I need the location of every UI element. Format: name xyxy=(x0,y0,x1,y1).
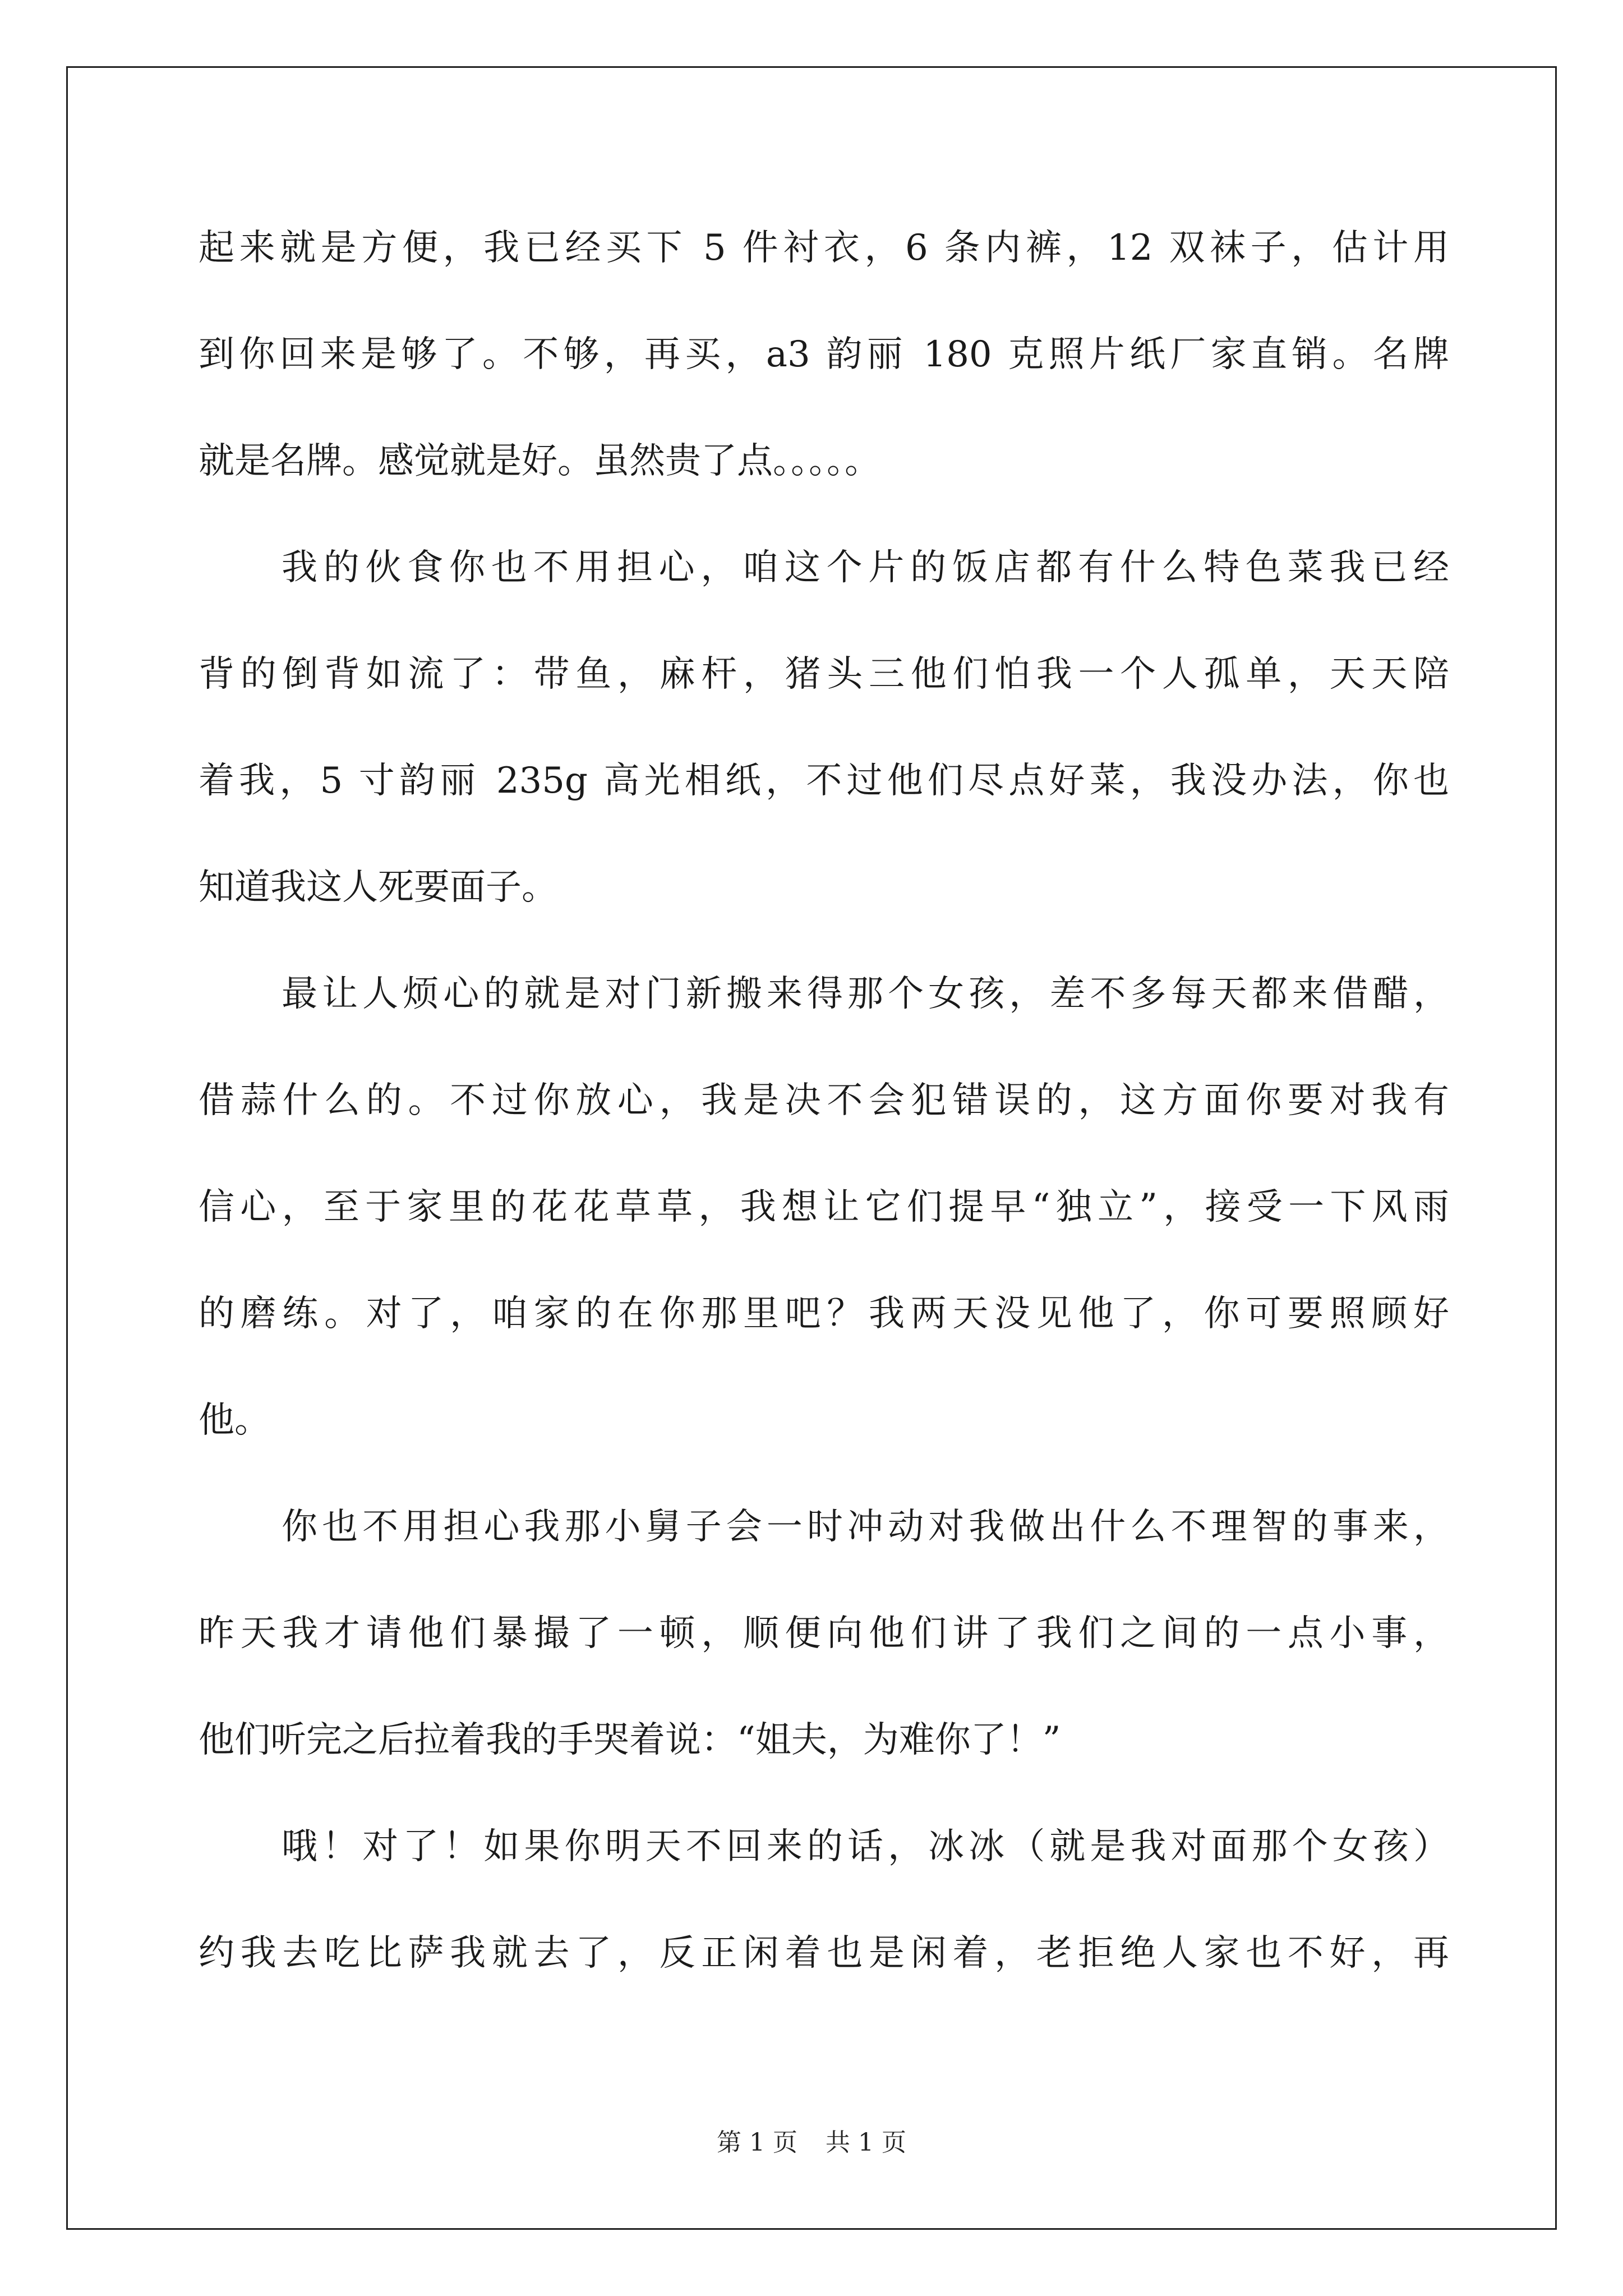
text-line: 他们听完之后拉着我的手哭着说：“姐夫，为难你了！” xyxy=(199,1719,1061,1761)
paragraph-first-line: 你也不用担心我那小舅子会一时冲动对我做出什么不理智的事来， xyxy=(282,1506,1449,1548)
page-total: 共 1 页 xyxy=(826,2128,906,2157)
page-border xyxy=(66,66,1557,2230)
text-line: 约我去吃比萨我就去了，反正闲着也是闲着，老拒绝人家也不好，再 xyxy=(199,1932,1449,1974)
text-line: 的磨练。对了，咱家的在你那里吧？我两天没见他了，你可要照顾好 xyxy=(199,1293,1449,1335)
page-footer xyxy=(0,2126,1623,2160)
paragraph-first-line: 我的伙食你也不用担心，咱这个片的饭店都有什么特色菜我已经 xyxy=(282,547,1449,588)
text-line: 知道我这人死要面子。 xyxy=(199,867,557,908)
text-line: 起来就是方便，我已经买下 5 件衬衣，6 条内裤，12 双袜子，估计用 xyxy=(199,227,1449,269)
text-line: 借蒜什么的。不过你放心，我是决不会犯错误的，这方面你要对我有 xyxy=(199,1080,1449,1121)
text-line: 着我，5 寸韵丽 235g 高光相纸，不过他们尽点好菜，我没办法，你也 xyxy=(199,760,1449,802)
text-line: 他。 xyxy=(199,1400,270,1441)
paragraph-first-line: 哦！对了！如果你明天不回来的话，冰冰（就是我对面那个女孩） xyxy=(282,1826,1449,1867)
text-line: 就是名牌。感觉就是好。虽然贵了点。。。。。 xyxy=(199,440,880,482)
text-line: 到你回来是够了。不够，再买，a3 韵丽 180 克照片纸厂家直销。名牌 xyxy=(199,334,1449,375)
text-line: 昨天我才请他们暴撮了一顿，顺便向他们讲了我们之间的一点小事， xyxy=(199,1613,1449,1654)
text-line: 背的倒背如流了：带鱼，麻杆，猪头三他们怕我一个人孤单，天天陪 xyxy=(199,654,1449,695)
page-number: 第 1 页 xyxy=(717,2128,797,2157)
paragraph-first-line: 最让人烦心的就是对门新搬来得那个女孩，差不多每天都来借醋， xyxy=(282,973,1449,1015)
text-line: 信心，至于家里的花花草草，我想让它们提早“独立”，接受一下风雨 xyxy=(199,1186,1449,1228)
